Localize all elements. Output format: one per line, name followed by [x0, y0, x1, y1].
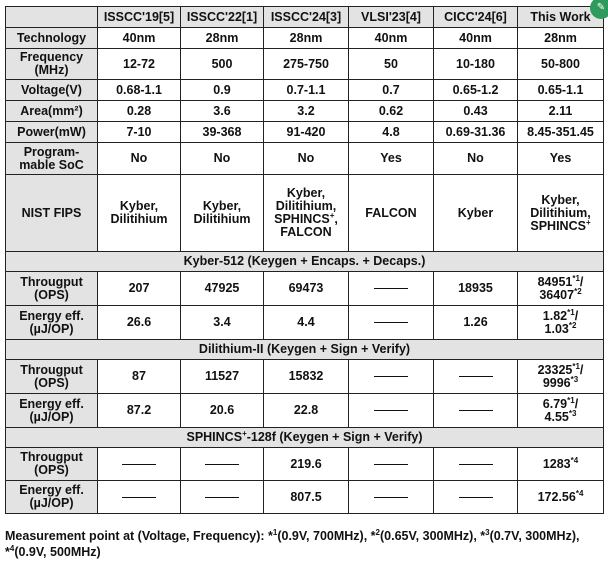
cell-na [98, 481, 181, 514]
cell-na [349, 360, 434, 394]
cell: 0.69-31.36 [434, 122, 518, 143]
cell: 0.9 [181, 80, 264, 101]
not-applicable-dash [122, 497, 156, 498]
cell: 0.28 [98, 101, 181, 122]
cell: 2.11 [518, 101, 604, 122]
cell: 50 [349, 49, 434, 80]
header-col-2: ISSCC'22[1] [181, 7, 264, 28]
row-kyber-throughput [6, 272, 604, 306]
cell: 1.26 [434, 306, 518, 340]
cell: 0.62 [349, 101, 434, 122]
row-frequency [6, 49, 604, 80]
cell: FALCON [349, 175, 434, 252]
cell: 0.68-1.1 [98, 80, 181, 101]
cell-na [349, 272, 434, 306]
cell: Yes [349, 143, 434, 175]
cell: 28nm [181, 28, 264, 49]
cell: 219.6 [264, 448, 349, 481]
cell: Kyber, Dilitihium [181, 175, 264, 252]
row-label: Area(mm²) [6, 101, 98, 122]
cell-na [349, 448, 434, 481]
header-col-this-work: This Work [518, 7, 604, 28]
row-kyber-energy [6, 306, 604, 340]
row-label: Voltage(V) [6, 80, 98, 101]
cell: 22.8 [264, 394, 349, 428]
cell: 3.2 [264, 101, 349, 122]
row-dilithium-throughput [6, 360, 604, 394]
cell: 7-10 [98, 122, 181, 143]
row-voltage [6, 80, 604, 101]
cell: 10-180 [434, 49, 518, 80]
row-label: Througput (OPS) [6, 448, 98, 481]
section-title: Kyber-512 (Keygen + Encaps. + Decaps.) [6, 252, 604, 272]
cell-na [349, 481, 434, 514]
comparison-table-wrapper [5, 2, 606, 514]
row-label: Technology [6, 28, 98, 49]
not-applicable-dash [374, 410, 408, 411]
not-applicable-dash [374, 288, 408, 289]
cell: 69473 [264, 272, 349, 306]
cell: 1283$^{*4}$ [518, 448, 604, 481]
not-applicable-dash [374, 497, 408, 498]
cell: 26.6 [98, 306, 181, 340]
cell: 20.6 [181, 394, 264, 428]
section-dilithium [6, 340, 604, 360]
cell: 87.2 [98, 394, 181, 428]
cell: 84951$^{*1}$/ 36407$^{*2}$ [518, 272, 604, 306]
cell: No [98, 143, 181, 175]
cell: 15832 [264, 360, 349, 394]
cell: Kyber, Dilitihium, SPHINCS+ [518, 175, 604, 252]
cell: 47925 [181, 272, 264, 306]
not-applicable-dash [205, 464, 239, 465]
not-applicable-dash [374, 376, 408, 377]
cell-na [181, 481, 264, 514]
header-corner [6, 7, 98, 28]
row-label: Energy eff. (µJ/OP) [6, 306, 98, 340]
cell: 23325$^{*1}$/ 9996$^{*3}$ [518, 360, 604, 394]
cell: 207 [98, 272, 181, 306]
section-sphincs [6, 428, 604, 448]
not-applicable-dash [374, 322, 408, 323]
cell-na [349, 394, 434, 428]
header-col-4: VLSI'23[4] [349, 7, 434, 28]
cell: 0.7 [349, 80, 434, 101]
cell: 0.7-1.1 [264, 80, 349, 101]
row-technology [6, 28, 604, 49]
row-label: Througput (OPS) [6, 360, 98, 394]
cell: 3.6 [181, 101, 264, 122]
row-label: Program- mable SoC [6, 143, 98, 175]
cell: 3.4 [181, 306, 264, 340]
cell: Kyber, Dilitihium [98, 175, 181, 252]
cell: No [181, 143, 264, 175]
section-title: Dilithium-II (Keygen + Sign + Verify) [6, 340, 604, 360]
row-label: Frequency (MHz) [6, 49, 98, 80]
not-applicable-dash [459, 410, 493, 411]
cell: 40nm [434, 28, 518, 49]
cell-na [434, 448, 518, 481]
cell: 40nm [349, 28, 434, 49]
cell: 6.79$^{*1}$/ 4.55$^{*3}$ [518, 394, 604, 428]
cell: 0.65-1.1 [518, 80, 604, 101]
row-label: NIST FIPS [6, 175, 98, 252]
section-title: SPHINCS+-128f (Keygen + Sign + Verify) [6, 428, 604, 448]
cell: 40nm [98, 28, 181, 49]
row-label: Energy eff. (µJ/OP) [6, 394, 98, 428]
cell: 500 [181, 49, 264, 80]
cell: 8.45-351.45 [518, 122, 604, 143]
row-area [6, 101, 604, 122]
header-col-3: ISSCC'24[3] [264, 7, 349, 28]
cell: 87 [98, 360, 181, 394]
measurement-footnote: Measurement point at (Voltage, Frequency): *$^1$(0.9V, 700MHz), *$^2$(0.65V, 300MHz), *$^3$(0.7V, 300MHz), *$^4$(0.9V, 500MHz) [5, 527, 580, 559]
cell: 28nm [518, 28, 604, 49]
cell-na [434, 394, 518, 428]
section-kyber [6, 252, 604, 272]
comparison-table [5, 6, 604, 514]
cell: Kyber, Dilitihium, SPHINCS+, FALCON [264, 175, 349, 252]
cell-na [349, 306, 434, 340]
cell: Kyber [434, 175, 518, 252]
cell: 0.65-1.2 [434, 80, 518, 101]
corner-badge-icon: ✎ [590, 0, 608, 19]
cell: 172.56$^{*4}$ [518, 481, 604, 514]
cell-na [434, 360, 518, 394]
not-applicable-dash [374, 464, 408, 465]
cell: 11527 [181, 360, 264, 394]
row-sphincs-throughput [6, 448, 604, 481]
cell-na [434, 481, 518, 514]
cell-na [98, 448, 181, 481]
row-dilithium-energy [6, 394, 604, 428]
cell: 275-750 [264, 49, 349, 80]
cell: 28nm [264, 28, 349, 49]
row-label: Energy eff. (µJ/OP) [6, 481, 98, 514]
cell: 91-420 [264, 122, 349, 143]
header-row [6, 7, 604, 28]
cell: 0.43 [434, 101, 518, 122]
row-label: Power(mW) [6, 122, 98, 143]
cell: No [434, 143, 518, 175]
row-nist-fips [6, 175, 604, 252]
not-applicable-dash [122, 464, 156, 465]
cell: 807.5 [264, 481, 349, 514]
row-sphincs-energy [6, 481, 604, 514]
cell-na [181, 448, 264, 481]
cell: 39-368 [181, 122, 264, 143]
cell: 12-72 [98, 49, 181, 80]
cell: Yes [518, 143, 604, 175]
header-col-5: CICC'24[6] [434, 7, 518, 28]
header-col-1: ISSCC'19[5] [98, 7, 181, 28]
row-power [6, 122, 604, 143]
row-programmable-soc [6, 143, 604, 175]
not-applicable-dash [459, 464, 493, 465]
not-applicable-dash [459, 497, 493, 498]
not-applicable-dash [459, 376, 493, 377]
not-applicable-dash [205, 497, 239, 498]
cell: 4.8 [349, 122, 434, 143]
cell: 1.82$^{*1}$/ 1.03$^{*2}$ [518, 306, 604, 340]
cell: No [264, 143, 349, 175]
cell: 50-800 [518, 49, 604, 80]
row-label: Througput (OPS) [6, 272, 98, 306]
cell: 18935 [434, 272, 518, 306]
cell: 4.4 [264, 306, 349, 340]
